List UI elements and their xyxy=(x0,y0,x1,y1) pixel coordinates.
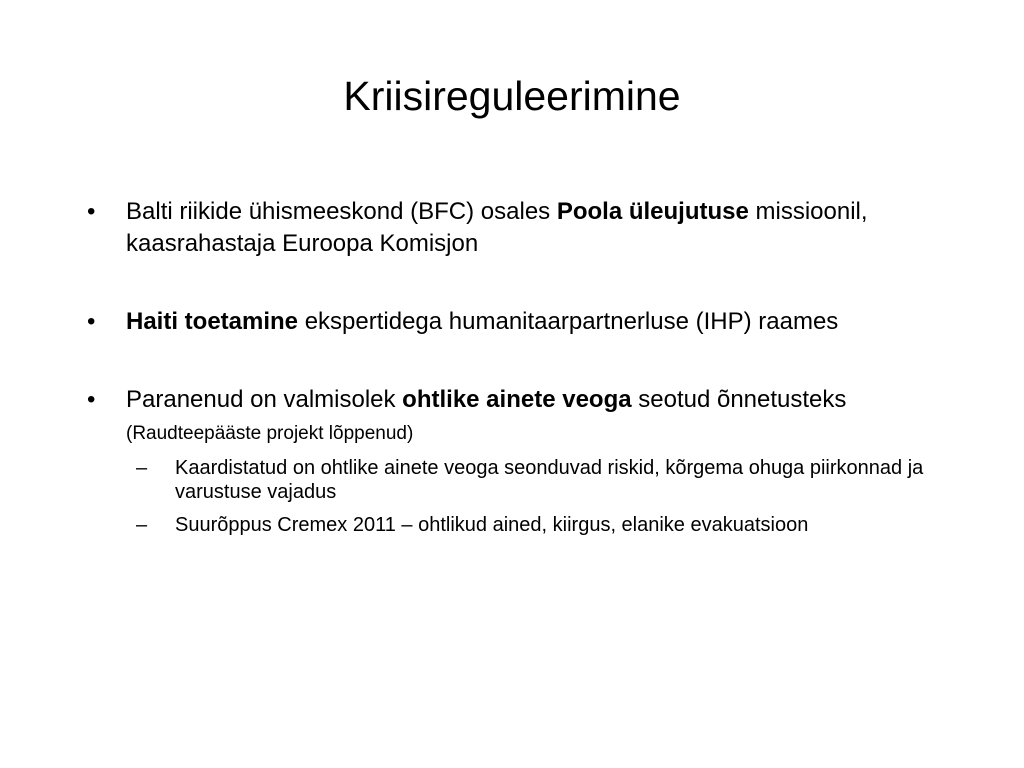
bullet-list xyxy=(87,196,937,537)
sub-item-text: Kaardistatud on ohtlike ainete veoga seonduvad riskid, kõrgema ohuga piirkonnad ja varustuse vajadus xyxy=(175,457,924,503)
bullet-text-bold: Haiti toetamine xyxy=(126,308,299,335)
bullet-text-pre: Paranenud on valmisolek xyxy=(126,386,403,413)
bullet-text-post: seotud õnnetusteks xyxy=(631,386,847,413)
slide-title: Kriisireguleerimine xyxy=(343,73,681,119)
bullet-text-pre: Balti riikide ühismeeskond (BFC) osales xyxy=(126,198,557,225)
bullet-text-small: (Raudteepääste projekt lõppenud) xyxy=(126,423,414,444)
bullet-icon: • xyxy=(87,198,96,225)
sub-item xyxy=(136,456,937,504)
bullet-icon: • xyxy=(87,386,96,413)
bullet-text xyxy=(126,198,868,257)
bullet-text-bold: Poola üleujutuse xyxy=(556,198,749,225)
bullet-item xyxy=(87,306,937,338)
bullet-text-post: ekspertidega humanitaarpartnerluse (IHP) raames xyxy=(298,308,839,335)
sub-item-text: Suurõppus Cremex 2011 – ohtlikud ained, kiirgus, elanike evakuatsioon xyxy=(175,514,809,536)
bullet-text-bold: ohtlike ainete veoga xyxy=(402,386,632,413)
sub-item xyxy=(136,513,937,537)
bullet-text-post: missioonil, kaasrahastaja Euroopa Komisjon xyxy=(126,198,868,257)
bullet-icon: • xyxy=(87,308,96,335)
dash-icon: – xyxy=(136,457,148,479)
bullet-text xyxy=(126,308,838,335)
bullet-item xyxy=(87,196,937,260)
sub-list xyxy=(126,456,937,537)
dash-icon: – xyxy=(136,514,148,536)
bullet-item xyxy=(87,384,937,537)
bullet-text xyxy=(126,386,846,445)
